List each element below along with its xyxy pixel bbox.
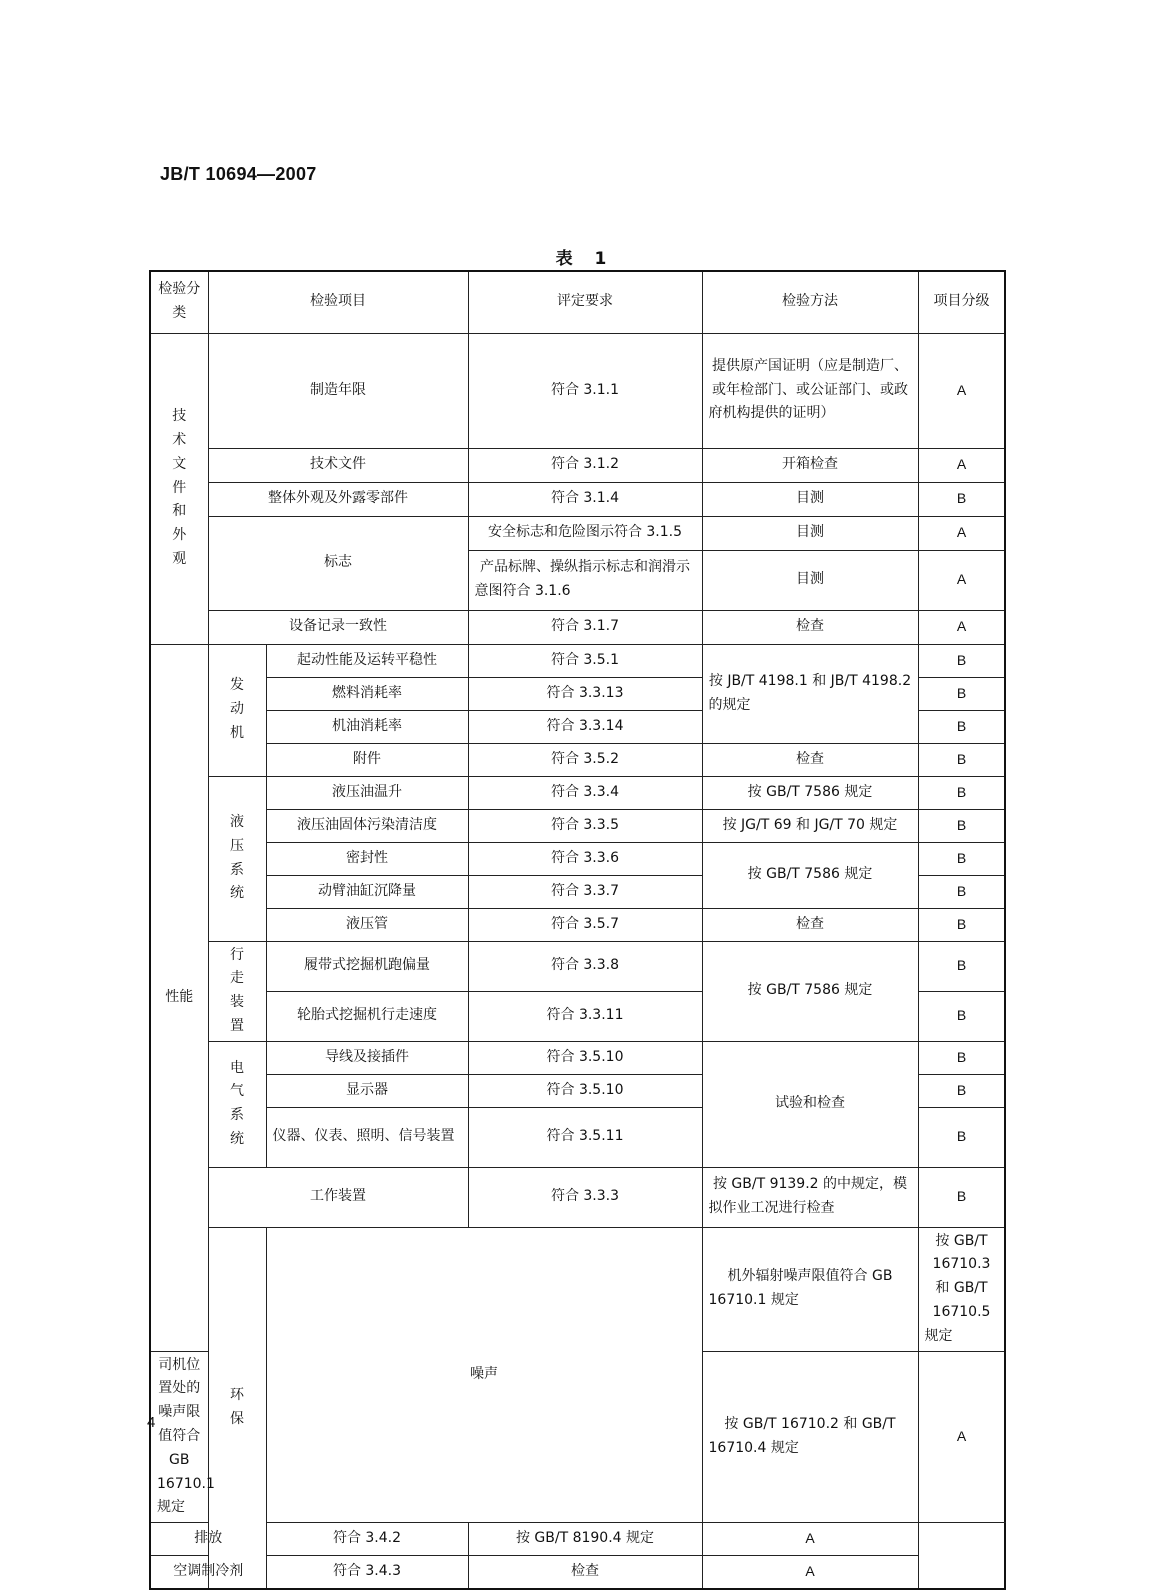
item-cell: 设备记录一致性	[208, 610, 468, 644]
requirement-cell: 符合 3.4.3	[266, 1556, 468, 1589]
requirement-cell: 符合 3.1.7	[468, 610, 702, 644]
table-row	[150, 842, 1005, 875]
grade-cell: A	[918, 550, 1005, 610]
header-requirement: 评定要求	[468, 271, 702, 333]
requirement-cell: 安全标志和危险图示符合 3.1.5	[468, 516, 702, 550]
table-row	[150, 516, 1005, 550]
method-cell: 目测	[702, 482, 918, 516]
requirement-cell: 符合 3.3.13	[468, 677, 702, 710]
table-row	[150, 448, 1005, 482]
grade-cell: B	[918, 809, 1005, 842]
requirement-cell: 符合 3.5.7	[468, 908, 702, 941]
item-cell: 工作装置	[208, 1167, 468, 1227]
requirement-cell: 符合 3.5.10	[468, 1041, 702, 1074]
grade-cell: B	[918, 1167, 1005, 1227]
grade-cell: B	[918, 908, 1005, 941]
item-cell: 仪器、仪表、照明、信号装置	[266, 1107, 468, 1167]
item-cell: 动臂油缸沉降量	[266, 875, 468, 908]
group-electric: 电 气 系 统	[208, 1041, 266, 1167]
grade-cell: A	[702, 1556, 918, 1589]
item-cell: 噪声	[266, 1227, 702, 1523]
item-cell: 液压管	[266, 908, 468, 941]
grade-cell: B	[918, 991, 1005, 1041]
requirement-cell: 符合 3.5.11	[468, 1107, 702, 1167]
item-cell: 排放	[150, 1523, 266, 1556]
header-category: 检验分类	[150, 271, 208, 333]
item-cell: 燃料消耗率	[266, 677, 468, 710]
table-row	[150, 743, 1005, 776]
page-number: 4	[147, 1414, 156, 1431]
grade-cell: B	[918, 941, 1005, 991]
group-hydraulic: 液 压 系 统	[208, 776, 266, 941]
requirement-cell: 符合 3.3.14	[468, 710, 702, 743]
requirement-cell: 符合 3.4.2	[266, 1523, 468, 1556]
grade-cell: B	[918, 842, 1005, 875]
inspection-table	[149, 270, 1006, 1590]
method-cell: 目测	[702, 516, 918, 550]
grade-cell: A	[918, 448, 1005, 482]
item-cell: 导线及接插件	[266, 1041, 468, 1074]
header-item: 检验项目	[208, 271, 468, 333]
standard-code: JB/T 10694—2007	[160, 164, 317, 184]
item-cell: 履带式挖掘机跑偏量	[266, 941, 468, 991]
grade-cell: A	[918, 516, 1005, 550]
item-cell: 液压油固体污染清洁度	[266, 809, 468, 842]
table-row	[150, 1523, 1005, 1556]
method-cell: 试验和检查	[702, 1041, 918, 1167]
grade-cell: B	[918, 644, 1005, 677]
requirement-cell: 符合 3.3.3	[468, 1167, 702, 1227]
requirement-cell: 符合 3.5.10	[468, 1074, 702, 1107]
requirement-cell: 产品标牌、操纵指示标志和润滑示意图符合 3.1.6	[468, 550, 702, 610]
group-tech: 技 术 文 件 和 外 观	[150, 333, 208, 644]
grade-cell: A	[918, 1351, 1005, 1523]
header-row	[150, 271, 1005, 333]
requirement-cell: 符合 3.1.2	[468, 448, 702, 482]
table-row	[150, 1041, 1005, 1074]
item-cell: 附件	[266, 743, 468, 776]
requirement-cell: 符合 3.3.5	[468, 809, 702, 842]
method-cell: 按 GB/T 8190.4 规定	[468, 1523, 702, 1556]
grade-cell: A	[918, 610, 1005, 644]
table-row	[150, 941, 1005, 991]
requirement-cell: 符合 3.3.7	[468, 875, 702, 908]
requirement-cell: 符合 3.3.8	[468, 941, 702, 991]
method-cell: 按 GB/T 16710.2 和 GB/T 16710.4 规定	[702, 1351, 918, 1523]
method-cell: 按 GB/T 7586 规定	[702, 941, 918, 1041]
requirement-cell: 机外辐射噪声限值符合 GB 16710.1 规定	[702, 1227, 918, 1351]
method-cell: 检查	[702, 743, 918, 776]
item-cell: 显示器	[266, 1074, 468, 1107]
grade-cell: B	[918, 710, 1005, 743]
method-cell: 检查	[702, 610, 918, 644]
requirement-cell: 符合 3.5.2	[468, 743, 702, 776]
method-cell: 提供原产国证明（应是制造厂、或年检部门、或公证部门、或政府机构提供的证明）	[702, 333, 918, 448]
item-cell: 空调制冷剂	[150, 1556, 266, 1589]
group-engine: 发 动 机	[208, 644, 266, 776]
method-cell: 按 JG/T 69 和 JG/T 70 规定	[702, 809, 918, 842]
method-cell: 按 GB/T 16710.3 和 GB/T 16710.5 规定	[918, 1227, 1005, 1351]
header-method: 检验方法	[702, 271, 918, 333]
item-cell: 技术文件	[208, 448, 468, 482]
table-row	[150, 1556, 1005, 1589]
item-cell: 密封性	[266, 842, 468, 875]
method-cell: 按 GB/T 7586 规定	[702, 776, 918, 809]
method-cell: 检查	[468, 1556, 702, 1589]
group-travel: 行 走 装 置	[208, 941, 266, 1041]
method-cell: 检查	[702, 908, 918, 941]
item-cell: 制造年限	[208, 333, 468, 448]
table-row	[150, 482, 1005, 516]
table-row	[150, 908, 1005, 941]
table-row	[150, 610, 1005, 644]
grade-cell: A	[702, 1523, 918, 1556]
table-row	[150, 333, 1005, 448]
requirement-cell: 符合 3.1.4	[468, 482, 702, 516]
table-row	[150, 1167, 1005, 1227]
grade-cell: B	[918, 743, 1005, 776]
requirement-cell: 符合 3.3.4	[468, 776, 702, 809]
item-cell: 标志	[208, 516, 468, 610]
grade-cell: B	[918, 1041, 1005, 1074]
group-perf: 性能	[150, 644, 208, 1351]
table-row	[150, 1227, 1005, 1351]
requirement-cell: 符合 3.3.6	[468, 842, 702, 875]
grade-cell: B	[918, 482, 1005, 516]
table-row	[150, 644, 1005, 677]
item-cell: 整体外观及外露零部件	[208, 482, 468, 516]
method-cell: 按 GB/T 9139.2 的中规定，模拟作业工况进行检查	[702, 1167, 918, 1227]
requirement-cell: 符合 3.3.11	[468, 991, 702, 1041]
requirement-cell: 符合 3.5.1	[468, 644, 702, 677]
group-env: 环 保	[208, 1227, 266, 1589]
grade-cell: B	[918, 1107, 1005, 1167]
item-cell: 机油消耗率	[266, 710, 468, 743]
grade-cell: B	[918, 1074, 1005, 1107]
table-row	[150, 776, 1005, 809]
grade-cell: B	[918, 677, 1005, 710]
method-cell: 目测	[702, 550, 918, 610]
grade-cell: B	[918, 776, 1005, 809]
grade-cell: B	[918, 875, 1005, 908]
grade-cell: A	[918, 333, 1005, 448]
table-row	[150, 809, 1005, 842]
requirement-cell: 符合 3.1.1	[468, 333, 702, 448]
table-title: 表 1	[555, 249, 615, 269]
method-cell: 按 JB/T 4198.1 和 JB/T 4198.2 的规定	[702, 644, 918, 743]
item-cell: 轮胎式挖掘机行走速度	[266, 991, 468, 1041]
method-cell: 开箱检查	[702, 448, 918, 482]
item-cell: 起动性能及运转平稳性	[266, 644, 468, 677]
requirement-cell: 司机位置处的噪声限值符合 GB 16710.1 规定	[150, 1351, 208, 1523]
item-cell: 液压油温升	[266, 776, 468, 809]
header-grade: 项目分级	[918, 271, 1005, 333]
method-cell: 按 GB/T 7586 规定	[702, 842, 918, 908]
